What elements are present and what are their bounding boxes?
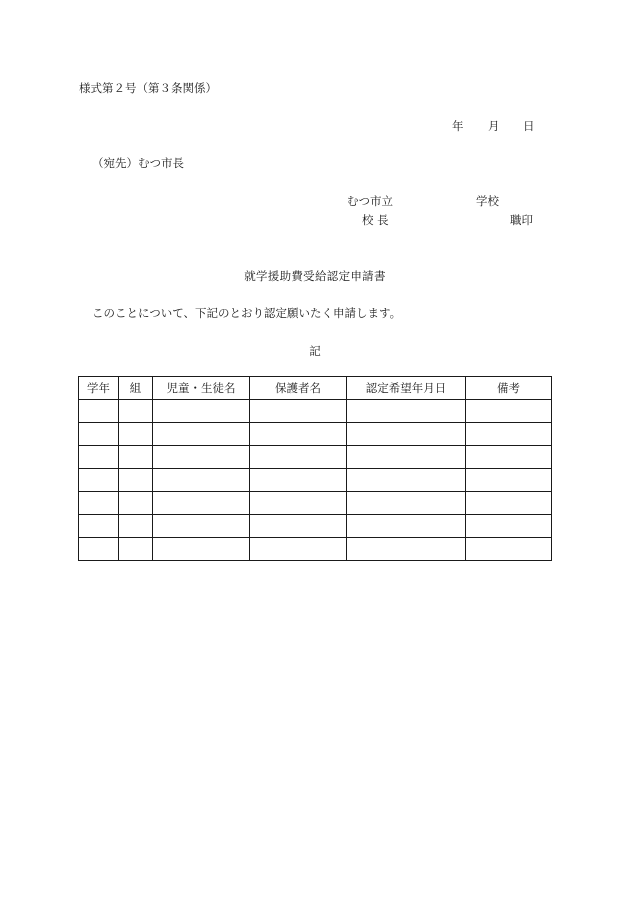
principal-title: 校 長: [362, 213, 389, 227]
guardian-name-cell[interactable]: [250, 446, 347, 469]
student-name-cell[interactable]: [153, 515, 250, 538]
form-number: 様式第２号（第３条関係）: [79, 81, 217, 95]
student-name-cell[interactable]: [153, 423, 250, 446]
grade-cell[interactable]: [79, 538, 119, 561]
header-certification-date: 認定希望年月日: [347, 377, 466, 400]
table-row: [79, 538, 552, 561]
table-body: [79, 400, 552, 561]
date-day-label: 日: [523, 119, 535, 133]
remarks-cell[interactable]: [466, 400, 552, 423]
grade-cell[interactable]: [79, 446, 119, 469]
certification-date-cell[interactable]: [347, 400, 466, 423]
addressee: （宛先）むつ市長: [92, 156, 184, 170]
table-row: [79, 515, 552, 538]
school-suffix-label: 学校: [476, 194, 499, 208]
guardian-name-cell[interactable]: [250, 538, 347, 561]
date-year-label: 年: [452, 119, 464, 133]
student-name-cell[interactable]: [153, 492, 250, 515]
header-grade: 学年: [79, 377, 119, 400]
date-month-label: 月: [488, 119, 500, 133]
certification-date-cell[interactable]: [347, 538, 466, 561]
class-cell[interactable]: [119, 515, 153, 538]
grade-cell[interactable]: [79, 400, 119, 423]
certification-date-cell[interactable]: [347, 446, 466, 469]
grade-cell[interactable]: [79, 492, 119, 515]
certification-date-cell[interactable]: [347, 492, 466, 515]
class-cell[interactable]: [119, 446, 153, 469]
table-header-row: [79, 377, 552, 400]
table-row: [79, 446, 552, 469]
grade-cell[interactable]: [79, 515, 119, 538]
header-guardian-name: 保護者名: [250, 377, 347, 400]
applicant-table: [78, 376, 552, 561]
header-class: 組: [119, 377, 153, 400]
student-name-cell[interactable]: [153, 538, 250, 561]
class-cell[interactable]: [119, 423, 153, 446]
class-cell[interactable]: [119, 400, 153, 423]
student-name-cell[interactable]: [153, 400, 250, 423]
remarks-cell[interactable]: [466, 538, 552, 561]
remarks-cell[interactable]: [466, 423, 552, 446]
header-remarks: 備考: [466, 377, 552, 400]
guardian-name-cell[interactable]: [250, 469, 347, 492]
remarks-cell[interactable]: [466, 469, 552, 492]
grade-cell[interactable]: [79, 423, 119, 446]
certification-date-cell[interactable]: [347, 423, 466, 446]
student-name-cell[interactable]: [153, 469, 250, 492]
guardian-name-cell[interactable]: [250, 515, 347, 538]
table-row: [79, 400, 552, 423]
class-cell[interactable]: [119, 538, 153, 561]
ki-label: 記: [309, 344, 321, 358]
table-row: [79, 492, 552, 515]
guardian-name-cell[interactable]: [250, 423, 347, 446]
class-cell[interactable]: [119, 492, 153, 515]
guardian-name-cell[interactable]: [250, 492, 347, 515]
table-row: [79, 423, 552, 446]
guardian-name-cell[interactable]: [250, 400, 347, 423]
student-name-cell[interactable]: [153, 446, 250, 469]
body-text: このことについて、下記のとおり認定願いたく申請します。: [92, 306, 402, 320]
official-seal-label: 職印: [510, 213, 533, 227]
certification-date-cell[interactable]: [347, 515, 466, 538]
remarks-cell[interactable]: [466, 492, 552, 515]
school-city-label: むつ市立: [347, 194, 393, 208]
remarks-cell[interactable]: [466, 446, 552, 469]
grade-cell[interactable]: [79, 469, 119, 492]
document-title: 就学援助費受給認定申請書: [244, 269, 386, 283]
certification-date-cell[interactable]: [347, 469, 466, 492]
header-student-name: 児童・生徒名: [153, 377, 250, 400]
table-row: [79, 469, 552, 492]
class-cell[interactable]: [119, 469, 153, 492]
remarks-cell[interactable]: [466, 515, 552, 538]
